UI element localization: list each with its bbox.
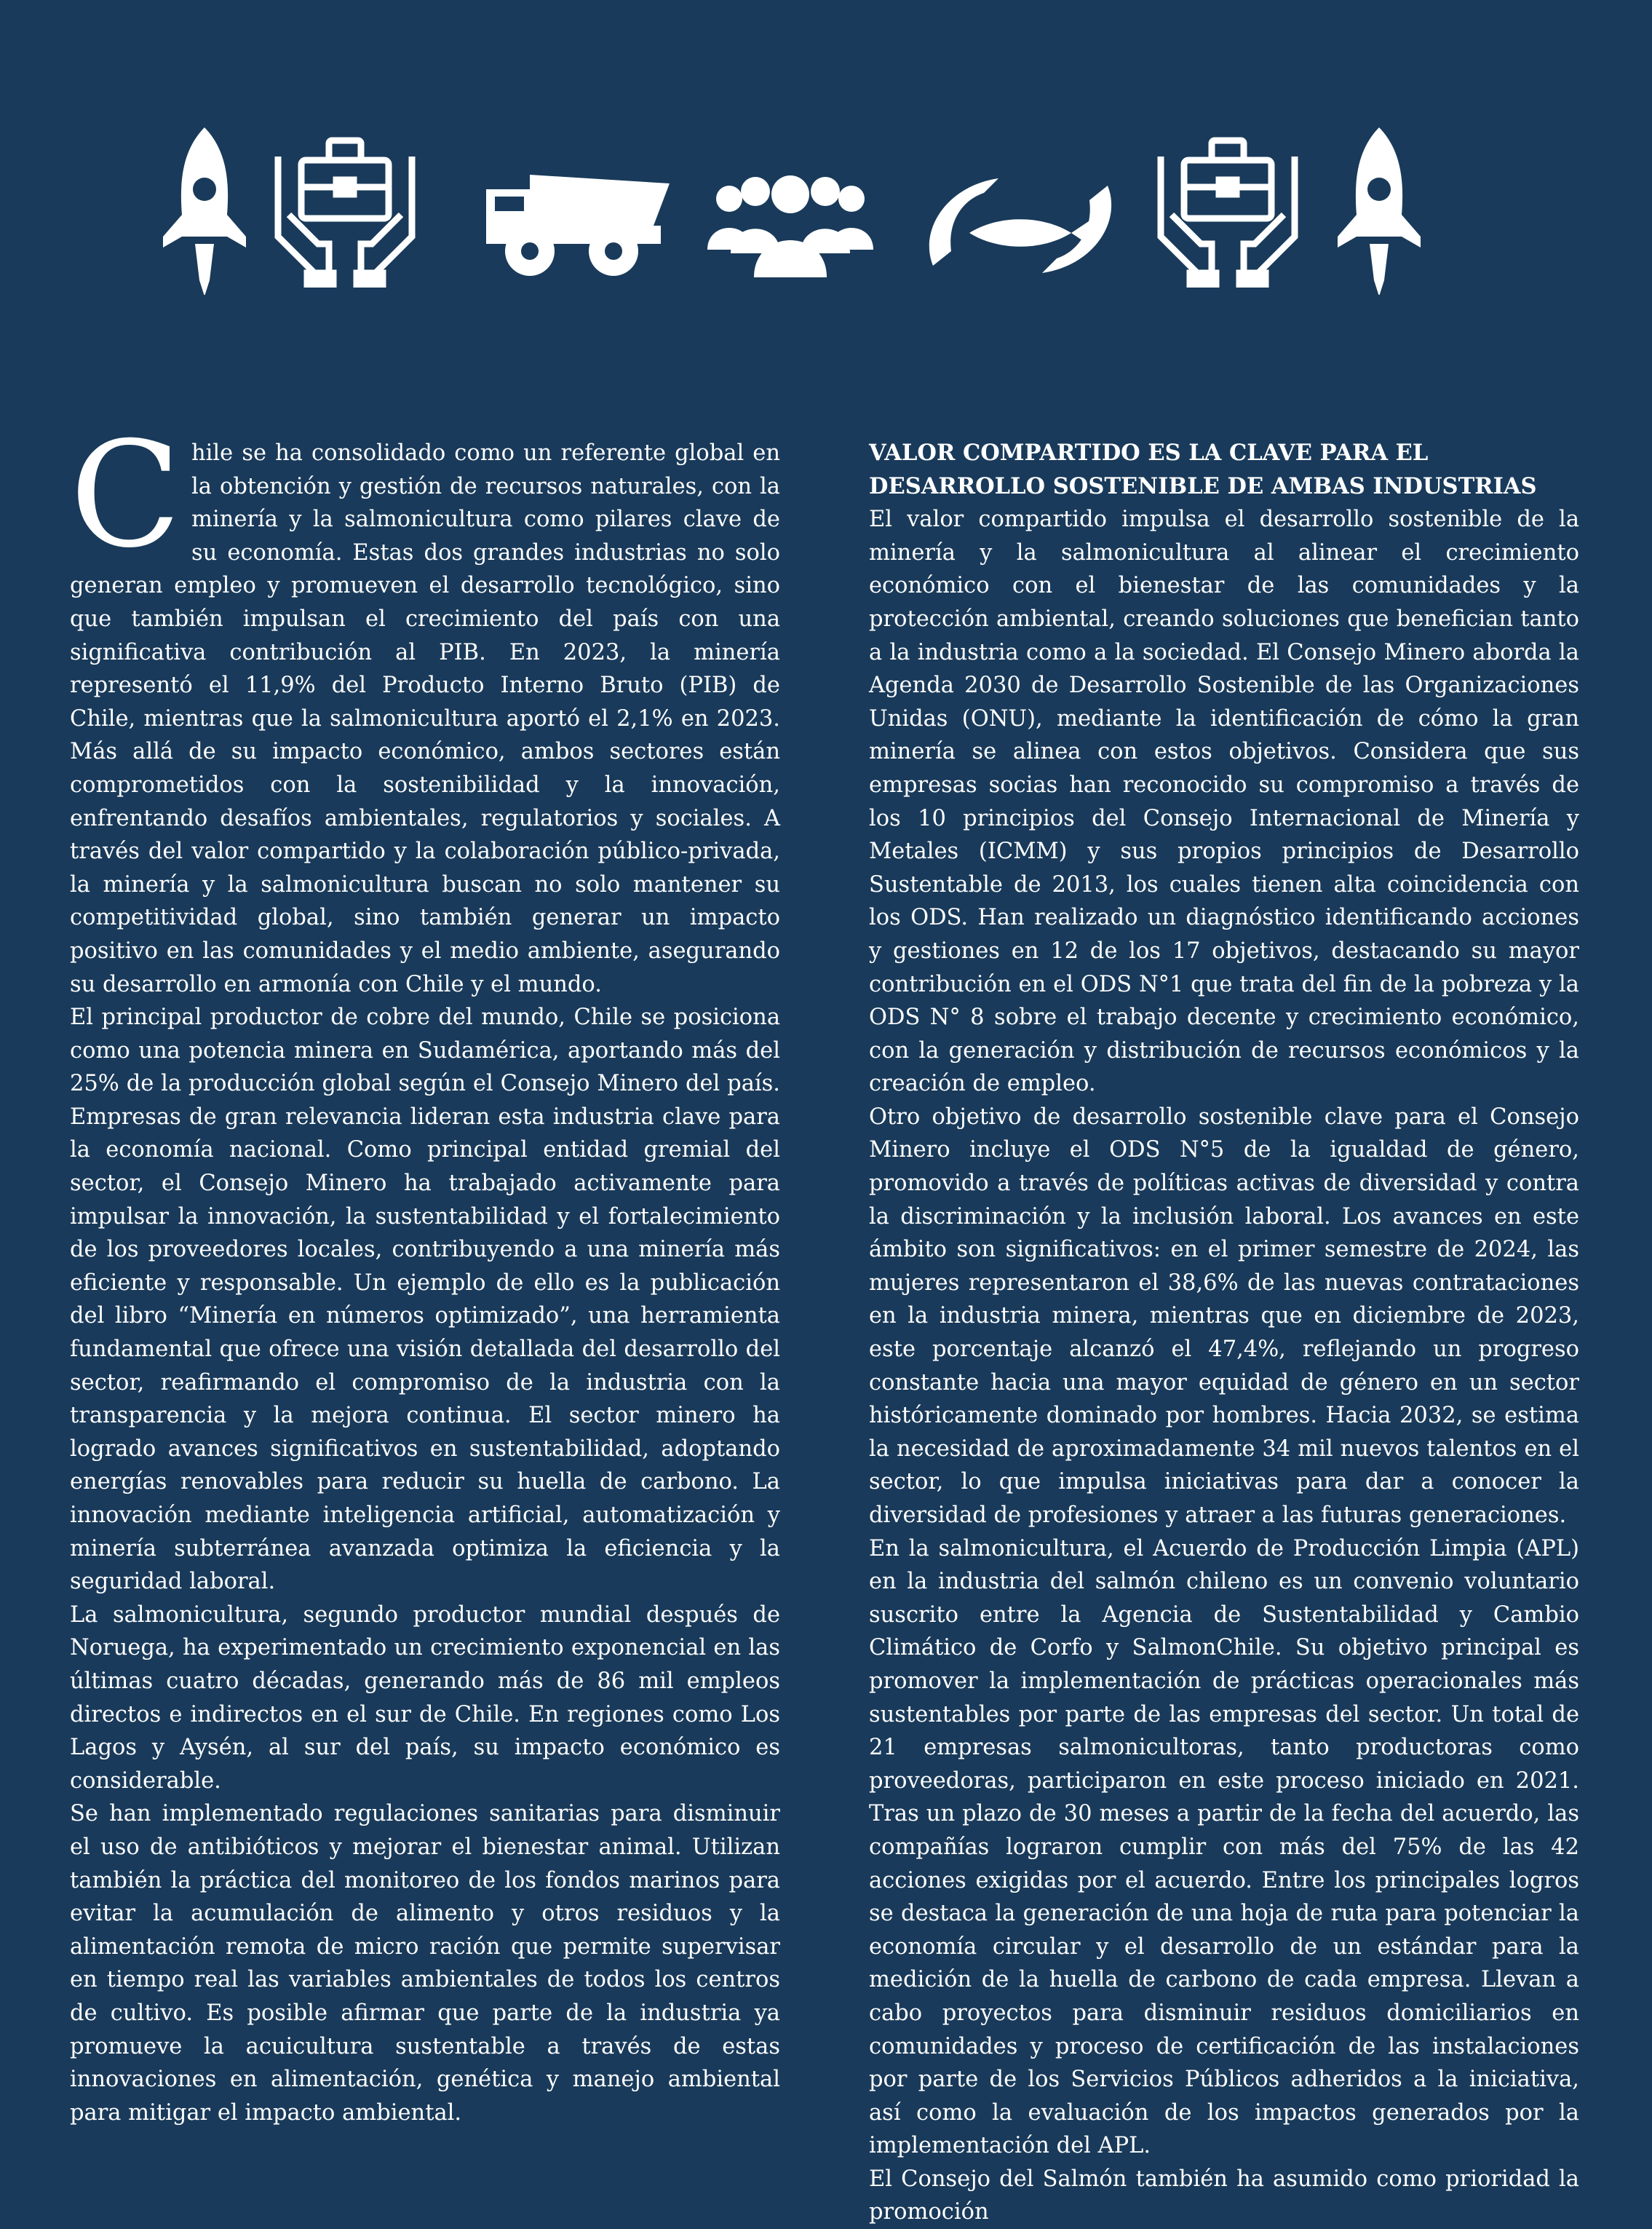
hands-briefcase-icon bbox=[1153, 127, 1302, 288]
left-column bbox=[70, 411, 780, 2129]
paragraph: Se han implementado regulaciones sanitarias para disminuir el uso de antibióticos y mejorar el bienestar animal. Utilizan también la práctica del monitoreo de los fondos marinos para evitar la acumulación de alimento y otros residuos y la alimentación remota de micro ración que permite supervisar en tiempo real las variables ambientales de todos los centros de cultivo. Es posible afirmar que parte de la industria ya promueve la acuicultura sustentable a través de estas innovaciones en alimentación, genética y manejo ambiental para mitigar el impacto ambiental. bbox=[70, 1801, 780, 2126]
drop-cap: C bbox=[70, 411, 182, 580]
paragraph: En la salmonicultura, el Acuerdo de Producción Limpia (APL) en la industria del salmón chileno es un convenio voluntario suscrito entre la Agencia de Sustentabilidad y Cambio Climático de Corfo y SalmonChile. Su objetivo principal es promover la implementación de prácticas operacionales más sustentables por parte de las empresas del sector. Un total de 21 empresas salmonicultoras, tanto productoras como proveedoras, participaron en este proceso iniciado en 2021. Tras un plazo de 30 meses a partir de la fecha del acuerdo, las compañías lograron cumplir con más del 75% de las 42 acciones exigidas por el acuerdo. Entre los principales logros se destaca la generación de una hoja de ruta para potenciar la economía circular y el desarrollo de un estándar para la medición de la huella de carbono de cada empresa. Llevan a cabo proyectos para disminuir residuos domiciliarios en comunidades y proceso de certificación de las instalaciones por parte de los Servicios Públicos adheridos a la iniciativa, así como la evaluación de los impactos generados por la implementación del APL. bbox=[869, 1535, 1579, 2159]
rocket-icon bbox=[1335, 127, 1423, 295]
paragraph: La salmonicultura, segundo productor mundial después de Noruega, ha experimentado un crecimiento exponencial en las últimas cuatro décadas, generando más de 86 mil empleos directos e indirectos en el sur de Chile. En regiones como Los Lagos y Aysén, al sur del país, su impacto económico es considerable. bbox=[70, 1602, 780, 1794]
mining-truck-icon bbox=[486, 167, 670, 277]
icon-row bbox=[0, 120, 1652, 309]
paragraph: El principal productor de cobre del mundo, Chile se posiciona como una potencia minera en Sudamérica, aportando más del 25% de la producción global según el Consejo Minero del país. Empresas de gran relevancia lideran esta industria clave para la economía nacional. Como principal entidad gremial del sector, el Consejo Minero ha trabajado activamente para impulsar la innovación, la sustentabilidad y el fortalecimiento de los proveedores locales, contribuyendo a una minería más eficiente y responsable. Un ejemplo de ello es la publicación del libro “Minería en números optimizado”, una herramienta fundamental que ofrece una visión detallada del desarrollo del sector, reafirmando el compromiso de la industria con la transparencia y la mejora continua. El sector minero ha logrado avances significativos en sustentabilidad, adoptando energías renovables para reducir su huella de carbono. La innovación mediante inteligencia artificial, automatización y minería subterránea avanzada optimiza la eficiencia y la seguridad laboral. bbox=[70, 1005, 780, 1595]
people-group-icon bbox=[707, 170, 873, 277]
paragraph: El valor compartido impulsa el desarrollo sostenible de la minería y la salmonicultura al alinear el crecimiento económico con el bienestar de las comunidades y la protección ambiental, creando soluciones que benefician tanto a la industria como a la sociedad. El Consejo Minero aborda la Agenda 2030 de Desarrollo Sostenible de las Organizaciones Unidas (ONU), mediante la identificación de cómo la gran minería se alinea con estos objetivos. Considera que sus empresas socias han reconocido su compromiso a través de los 10 principios del Consejo Internacional de Minería y Metales (ICMM) y sus propios principios de Desarrollo Sustentable de 2013, los cuales tienen alta coincidencia con los ODS. Han realizado un diagnóstico identificando acciones y gestiones en 12 de los 17 objetivos, destacando su mayor contribución en el ODS N°1 que trata del fin de la pobreza y la ODS N° 8 sobre el trabajo decente y crecimiento económico, con la generación y distribución de recursos económicos y la creación de empleo. bbox=[869, 507, 1579, 1097]
paragraph: Otro objetivo de desarrollo sostenible clave para el Consejo Minero incluye el ODS N°5 de la igualdad de género, promovido a través de políticas activas de diversidad y contra la discriminación y la inclusión laboral. Los avances en este ámbito son significativos: en el primer semestre de 2024, las mujeres representaron el 38,6% de las nuevas contrataciones en la industria minera, mientras que en diciembre de 2023, este porcentaje alcanzó el 47,4%, reflejando un progreso constante hacia una mayor equidad de género en un sector históricamente dominado por hombres. Hacia 2032, se estima la necesidad de aproximadamente 34 mil nuevos talentos en el sector, lo que impulsa iniciativas para dar a conocer la diversidad de profesiones y atraer a las futuras generaciones. bbox=[869, 1104, 1579, 1528]
paragraph: hile se ha consolidado como un referente global en la obtención y gestión de recursos naturales, con la minería y la salmonicultura como pilares clave de su economía. Estas dos grandes industrias no solo generan empleo y promueven el desarrollo tecnológico, sino que también impulsan el crecimiento del país con una significativa contribución al PIB. En 2023, la minería representó el 11,9% del Producto Interno Bruto (PIB) de Chile, mientras que la salmonicultura aportó el 2,1% en 2023. Más allá de su impacto económico, ambos sectores están comprometidos con la sostenibilidad y la innovación, enfrentando desafíos ambientales, regulatorios y sociales. A través del valor compartido y la colaboración público-privada, la minería y la salmonicultura buscan no solo mantener su competitividad global, sino también generar un impacto positivo en las comunidades y el medio ambiente, asegurando su desarrollo en armonía con Chile y el mundo. bbox=[70, 440, 780, 997]
paragraph: El Consejo del Salmón también ha asumido como prioridad la promoción bbox=[869, 2166, 1579, 2225]
hands-briefcase-icon bbox=[271, 127, 419, 288]
right-column bbox=[869, 437, 1579, 2229]
rocket-icon bbox=[160, 127, 249, 295]
salmon-cycle-icon bbox=[918, 171, 1122, 280]
section-heading: VALOR COMPARTIDO ES LA CLAVE PARA EL DESARROLLO SOSTENIBLE DE AMBAS INDUSTRIAS bbox=[869, 440, 1537, 499]
